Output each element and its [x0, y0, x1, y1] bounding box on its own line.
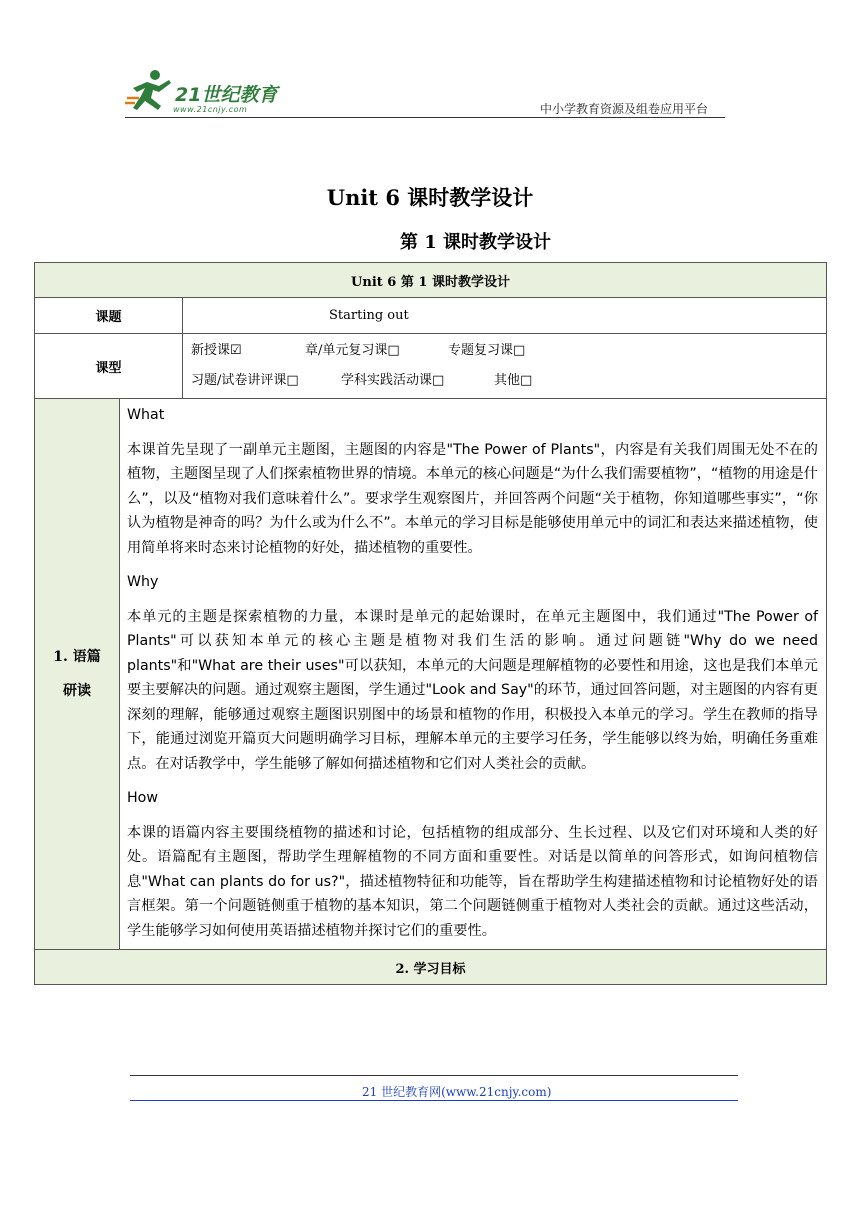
why-heading: Why — [127, 574, 159, 590]
topic-value: Starting out — [183, 298, 827, 334]
footer-link[interactable]: 21 世纪教育网(www.21cnjy.com) — [130, 1083, 738, 1101]
why-paragraph: 本单元的主题是探索植物的力量，本课时是单元的起始课时，在单元主题图中，我们通过"The Power of Plants"可以获知本单元的核心主题是植物对我们生活的影响。通过问题链"Why do we need plants"和"What are their uses"可以获知，本单元的大问题是理解植物的必要性和用途，这也是我们本单元要主要解决的问题。通过观察主题图，学生通过"Look and Say"的环节，通过回答问题，对主题图的内容有更深刻的理解，能够通过观察主题图识别图中的场景和植物的作用，积极投入本单元的学习。学生在教师的指导下，能通过浏览开篇页大问题明确学习目标，理解本单元的主要学习任务，学生能够以终为始，明确任务重难点。在对话教学中，学生能够了解如何描述植物和它们对人类社会的贡献。 — [127, 608, 818, 772]
type-row-1 — [183, 336, 826, 366]
section-1-label — [35, 399, 120, 950]
type-row-2 — [183, 366, 826, 396]
footer-divider — [130, 1075, 738, 1076]
lesson-design-table — [34, 262, 827, 985]
what-heading: What — [127, 407, 165, 423]
section-2-label: 2. 学习目标 — [35, 950, 827, 985]
logo — [125, 68, 290, 118]
type-option[interactable]: 专题复习课□ — [448, 343, 526, 358]
how-heading: How — [127, 790, 158, 806]
what-paragraph: 本课首先呈现了一副单元主题图，主题图的内容是"The Power of Plants"，内容是有关我们周围无处不在的植物，主题图呈现了人们探索植物世界的情境。本单元的核心问题是“为什么我们需要植物”，“植物的用途是什么”，以及“植物对我们意味着什么”。要求学生观察图片，并回答两个问题“关于植物，你知道哪些事实”，“你认为植物是神奇的吗？为什么或为什么不”。本单元的学习目标是能够使用单元中的词汇和表达来描述植物，使用简单将来时态来讨论植物的好处，描述植物的重要性。 — [127, 441, 818, 556]
document-title: Unit 6 课时教学设计 — [326, 185, 534, 210]
type-option[interactable]: 新授课☑ — [191, 343, 242, 358]
how-paragraph: 本课的语篇内容主要围绕植物的描述和讨论，包括植物的组成部分、生长过程、以及它们对环境和人类的好处。语篇配有主题图，帮助学生理解植物的不同方面和重要性。对话是以简单的问答形式，如询问植物信息"What can plants do for us?"，描述植物特征和功能等，旨在帮助学生构建描述植物和讨论植物好处的语言框架。第一个问题链侧重于植物的基本知识，第二个问题链侧重于植物对人类社会的贡献。通过这些活动，学生能够学习如何使用英语描述植物并探讨它们的重要性。 — [127, 824, 818, 939]
page-header — [0, 0, 860, 125]
type-options — [183, 334, 827, 399]
topic-label: 课题 — [35, 298, 183, 334]
logo-url: www.21cnjy.com — [173, 105, 248, 114]
document-subtitle: 第 1 课时教学设计 — [400, 232, 552, 253]
type-label: 课型 — [35, 334, 183, 399]
runner-logo-icon — [125, 68, 175, 114]
type-option[interactable]: 习题/试卷讲评课□ — [191, 373, 299, 388]
logo-text: 21世纪教育 — [175, 84, 278, 106]
section-1-label-line2: 研读 — [63, 683, 91, 699]
platform-tagline: 中小学教育资源及组卷应用平台 — [540, 102, 709, 116]
type-option[interactable]: 学科实践活动课□ — [341, 373, 445, 388]
type-option[interactable]: 章/单元复习课□ — [305, 343, 400, 358]
table-band-title: Unit 6 第 1 课时教学设计 — [35, 263, 827, 298]
section-1-content — [120, 399, 827, 950]
header-divider — [125, 117, 725, 118]
section-1-label-line1: 1. 语篇 — [53, 649, 101, 665]
type-option[interactable]: 其他□ — [494, 373, 533, 388]
